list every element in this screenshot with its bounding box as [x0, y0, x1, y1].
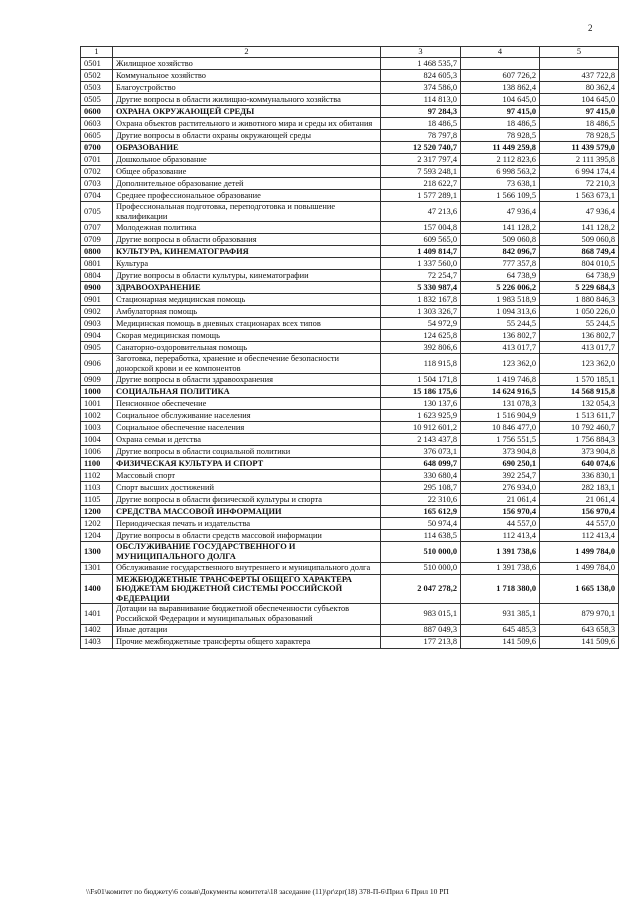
table-row [81, 354, 619, 374]
row-value-col5: 47 936,4 [540, 202, 619, 222]
row-name: Молодежная политика [113, 222, 381, 234]
section-row [81, 386, 619, 398]
row-value-col5: 373 904,8 [540, 446, 619, 458]
row-value-col4: 44 557,0 [461, 518, 540, 530]
table-row [81, 562, 619, 574]
row-code: 1100 [81, 458, 113, 470]
row-value-col4: 373 904,8 [461, 446, 540, 458]
table-row [81, 398, 619, 410]
row-value-col5: 1 880 846,3 [540, 294, 619, 306]
row-value-col4: 138 862,4 [461, 82, 540, 94]
row-code: 1400 [81, 574, 113, 604]
row-code: 0705 [81, 202, 113, 222]
row-value-col3: 2 143 437,8 [381, 434, 461, 446]
row-value-col3: 10 912 601,2 [381, 422, 461, 434]
row-value-col3: 1 468 535,7 [381, 58, 461, 70]
row-code: 1003 [81, 422, 113, 434]
table-row [81, 518, 619, 530]
row-value-col5: 640 074,6 [540, 458, 619, 470]
row-name: СОЦИАЛЬНАЯ ПОЛИТИКА [113, 386, 381, 398]
row-code: 0703 [81, 178, 113, 190]
table-row [81, 94, 619, 106]
row-value-col4: 141 128,2 [461, 222, 540, 234]
row-value-col5: 10 792 460,7 [540, 422, 619, 434]
row-code: 1301 [81, 562, 113, 574]
column-header: 3 [381, 47, 461, 58]
table-row [81, 190, 619, 202]
row-value-col4: 392 254,7 [461, 470, 540, 482]
row-value-col4: 413 017,7 [461, 342, 540, 354]
row-value-col5 [540, 58, 619, 70]
row-name: Благоустройство [113, 82, 381, 94]
row-value-col3: 295 108,7 [381, 482, 461, 494]
row-value-col5: 72 210,3 [540, 178, 619, 190]
row-value-col5: 804 010,5 [540, 258, 619, 270]
row-code: 1004 [81, 434, 113, 446]
row-name: ЗДРАВООХРАНЕНИЕ [113, 282, 381, 294]
row-name: Иные дотации [113, 624, 381, 636]
row-value-col5: 509 060,8 [540, 234, 619, 246]
table-row [81, 234, 619, 246]
row-name: Скорая медицинская помощь [113, 330, 381, 342]
row-value-col4: 55 244,5 [461, 318, 540, 330]
row-code: 1401 [81, 604, 113, 624]
row-value-col4: 1 983 518,9 [461, 294, 540, 306]
row-code: 0804 [81, 270, 113, 282]
row-code: 0900 [81, 282, 113, 294]
row-code: 1105 [81, 494, 113, 506]
row-name: Пенсионное обеспечение [113, 398, 381, 410]
row-value-col3: 47 213,6 [381, 202, 461, 222]
row-value-col3: 1 303 326,7 [381, 306, 461, 318]
row-code: 1001 [81, 398, 113, 410]
row-value-col5: 80 362,4 [540, 82, 619, 94]
table-row [81, 130, 619, 142]
row-value-col5: 104 645,0 [540, 94, 619, 106]
row-value-col5: 156 970,4 [540, 506, 619, 518]
row-code: 0704 [81, 190, 113, 202]
row-value-col4: 645 485,3 [461, 624, 540, 636]
row-value-col4: 10 846 477,0 [461, 422, 540, 434]
row-value-col3: 1 832 167,8 [381, 294, 461, 306]
row-value-col3: 374 586,0 [381, 82, 461, 94]
row-value-col3: 114 638,5 [381, 530, 461, 542]
section-row [81, 458, 619, 470]
row-name: Среднее профессиональное образование [113, 190, 381, 202]
row-value-col4: 842 096,7 [461, 246, 540, 258]
row-value-col4: 136 802,7 [461, 330, 540, 342]
column-header: 4 [461, 47, 540, 58]
table-row [81, 446, 619, 458]
row-code: 0702 [81, 166, 113, 178]
row-code: 0600 [81, 106, 113, 118]
section-row [81, 542, 619, 562]
table-row [81, 434, 619, 446]
row-code: 1202 [81, 518, 113, 530]
row-value-col4: 1 756 551,5 [461, 434, 540, 446]
row-value-col3: 1 577 289,1 [381, 190, 461, 202]
row-value-col4: 18 486,5 [461, 118, 540, 130]
table-row [81, 318, 619, 330]
row-value-col3: 824 605,3 [381, 70, 461, 82]
row-code: 1204 [81, 530, 113, 542]
row-name: ОХРАНА ОКРУЖАЮЩЕЙ СРЕДЫ [113, 106, 381, 118]
row-value-col3: 510 000,0 [381, 542, 461, 562]
row-name: Дополнительное образование детей [113, 178, 381, 190]
row-value-col3: 2 317 797,4 [381, 154, 461, 166]
table-row [81, 410, 619, 422]
row-value-col5: 868 749,4 [540, 246, 619, 258]
table-row [81, 82, 619, 94]
row-value-col4: 73 638,1 [461, 178, 540, 190]
row-value-col4: 11 449 259,8 [461, 142, 540, 154]
column-header: 1 [81, 47, 113, 58]
table-row [81, 166, 619, 178]
table-row [81, 494, 619, 506]
table-row [81, 636, 619, 648]
table-row [81, 374, 619, 386]
row-code: 0905 [81, 342, 113, 354]
row-name: Жилищное хозяйство [113, 58, 381, 70]
row-value-col3: 376 073,1 [381, 446, 461, 458]
row-value-col4: 131 078,3 [461, 398, 540, 410]
page-number: 2 [588, 23, 593, 33]
row-value-col4: 21 061,4 [461, 494, 540, 506]
row-code: 0502 [81, 70, 113, 82]
row-value-col3: 609 565,0 [381, 234, 461, 246]
row-name: Обслуживание государственного внутреннего и муниципального долга [113, 562, 381, 574]
row-value-col4: 123 362,0 [461, 354, 540, 374]
row-name: Профессиональная подготовка, переподготовка и повышение квалификации [113, 202, 381, 222]
row-value-col3: 510 000,0 [381, 562, 461, 574]
row-name: Медицинская помощь в дневных стационарах всех типов [113, 318, 381, 330]
row-name: Прочие межбюджетные трансферты общего характера [113, 636, 381, 648]
row-value-col4: 276 934,0 [461, 482, 540, 494]
row-name: Дотации на выравнивание бюджетной обеспеченности субъектов Российской Федерации и муниципальных образований [113, 604, 381, 624]
file-path-footer: \\Fs01\комитет по бюджету\6 созыв\Документы комитета\18 заседание (11)\pr\zpr(18) 378-П-6\Прил 6 Прил 10 РП [86, 887, 449, 896]
row-name: ФИЗИЧЕСКАЯ КУЛЬТУРА И СПОРТ [113, 458, 381, 470]
row-value-col3: 114 813,0 [381, 94, 461, 106]
row-name: Дошкольное образование [113, 154, 381, 166]
row-code: 0501 [81, 58, 113, 70]
row-code: 0904 [81, 330, 113, 342]
row-code: 1002 [81, 410, 113, 422]
row-name: Амбулаторная помощь [113, 306, 381, 318]
row-value-col4: 47 936,4 [461, 202, 540, 222]
row-code: 1000 [81, 386, 113, 398]
row-code: 0902 [81, 306, 113, 318]
row-value-col5: 1 499 784,0 [540, 562, 619, 574]
row-code: 0505 [81, 94, 113, 106]
row-value-col3: 22 310,6 [381, 494, 461, 506]
row-value-col5: 1 570 185,1 [540, 374, 619, 386]
table-row [81, 306, 619, 318]
row-code: 0903 [81, 318, 113, 330]
row-name: СРЕДСТВА МАССОВОЙ ИНФОРМАЦИИ [113, 506, 381, 518]
row-value-col5: 78 928,5 [540, 130, 619, 142]
row-value-col5: 123 362,0 [540, 354, 619, 374]
row-code: 0909 [81, 374, 113, 386]
row-name: Другие вопросы в области здравоохранения [113, 374, 381, 386]
row-value-col5: 55 244,5 [540, 318, 619, 330]
row-value-col5: 1 665 138,0 [540, 574, 619, 604]
section-row [81, 142, 619, 154]
row-value-col3: 157 004,8 [381, 222, 461, 234]
row-code: 0603 [81, 118, 113, 130]
row-code: 0901 [81, 294, 113, 306]
row-value-col3: 648 099,7 [381, 458, 461, 470]
row-value-col4: 64 738,9 [461, 270, 540, 282]
table-row [81, 222, 619, 234]
row-value-col4: 5 226 006,2 [461, 282, 540, 294]
row-value-col4 [461, 58, 540, 70]
table-row [81, 342, 619, 354]
table-row [81, 118, 619, 130]
row-value-col4: 1 566 109,5 [461, 190, 540, 202]
row-value-col3: 54 972,9 [381, 318, 461, 330]
row-value-col5: 643 658,3 [540, 624, 619, 636]
row-value-col5: 6 994 174,4 [540, 166, 619, 178]
row-value-col4: 1 718 380,0 [461, 574, 540, 604]
table-row [81, 294, 619, 306]
row-code: 0801 [81, 258, 113, 270]
row-value-col5: 1 499 784,0 [540, 542, 619, 562]
row-name: Массовый спорт [113, 470, 381, 482]
row-value-col3: 97 284,3 [381, 106, 461, 118]
row-name: Коммунальное хозяйство [113, 70, 381, 82]
section-row [81, 282, 619, 294]
row-value-col3: 1 337 560,0 [381, 258, 461, 270]
row-value-col4: 607 726,2 [461, 70, 540, 82]
row-value-col5: 1 563 673,1 [540, 190, 619, 202]
table-row [81, 470, 619, 482]
row-value-col3: 983 015,1 [381, 604, 461, 624]
row-value-col5: 21 061,4 [540, 494, 619, 506]
row-name: Санаторно-оздоровительная помощь [113, 342, 381, 354]
row-value-col5: 2 111 395,8 [540, 154, 619, 166]
table-row [81, 624, 619, 636]
row-value-col5: 132 054,3 [540, 398, 619, 410]
section-row [81, 246, 619, 258]
row-value-col4: 1 419 746,8 [461, 374, 540, 386]
row-code: 1006 [81, 446, 113, 458]
row-value-col4: 1 391 738,6 [461, 542, 540, 562]
row-name: Другие вопросы в области жилищно-коммунального хозяйства [113, 94, 381, 106]
row-value-col4: 690 250,1 [461, 458, 540, 470]
row-value-col5: 141 509,6 [540, 636, 619, 648]
row-name: Другие вопросы в области культуры, кинематографии [113, 270, 381, 282]
row-name: Другие вопросы в области образования [113, 234, 381, 246]
row-value-col5: 879 970,1 [540, 604, 619, 624]
row-code: 0701 [81, 154, 113, 166]
row-name: Периодическая печать и издательства [113, 518, 381, 530]
row-name: Социальное обеспечение населения [113, 422, 381, 434]
row-value-col3: 50 974,4 [381, 518, 461, 530]
column-header: 2 [113, 47, 381, 58]
row-value-col5: 5 229 684,3 [540, 282, 619, 294]
section-row [81, 506, 619, 518]
row-value-col5: 97 415,0 [540, 106, 619, 118]
row-value-col3: 72 254,7 [381, 270, 461, 282]
row-value-col5: 1 050 226,0 [540, 306, 619, 318]
table-row [81, 258, 619, 270]
table-row [81, 70, 619, 82]
row-value-col3: 1 409 814,7 [381, 246, 461, 258]
row-value-col3: 2 047 278,2 [381, 574, 461, 604]
row-value-col5: 44 557,0 [540, 518, 619, 530]
row-code: 1403 [81, 636, 113, 648]
row-name: Заготовка, переработка, хранение и обеспечение безопасности донорской крови и ее компонентов [113, 354, 381, 374]
row-value-col5: 1 756 884,3 [540, 434, 619, 446]
row-value-col4: 112 413,4 [461, 530, 540, 542]
row-name: Другие вопросы в области социальной политики [113, 446, 381, 458]
row-name: Стационарная медицинская помощь [113, 294, 381, 306]
row-name: Другие вопросы в области охраны окружающей среды [113, 130, 381, 142]
row-value-col4: 1 391 738,6 [461, 562, 540, 574]
row-value-col4: 6 998 563,2 [461, 166, 540, 178]
row-value-col5: 1 513 611,7 [540, 410, 619, 422]
row-code: 0503 [81, 82, 113, 94]
row-value-col3: 887 049,3 [381, 624, 461, 636]
row-value-col5: 141 128,2 [540, 222, 619, 234]
row-name: Социальное обслуживание населения [113, 410, 381, 422]
row-name: Культура [113, 258, 381, 270]
row-value-col3: 18 486,5 [381, 118, 461, 130]
row-value-col3: 15 186 175,6 [381, 386, 461, 398]
table-row [81, 530, 619, 542]
row-value-col3: 1 504 171,8 [381, 374, 461, 386]
table-row [81, 604, 619, 624]
row-value-col5: 112 413,4 [540, 530, 619, 542]
table-header-row [81, 47, 619, 58]
row-value-col5: 136 802,7 [540, 330, 619, 342]
row-value-col5: 11 439 579,0 [540, 142, 619, 154]
row-value-col5: 282 183,1 [540, 482, 619, 494]
row-name: ОБРАЗОВАНИЕ [113, 142, 381, 154]
row-code: 0906 [81, 354, 113, 374]
row-value-col5: 18 486,5 [540, 118, 619, 130]
row-code: 0709 [81, 234, 113, 246]
row-value-col4: 104 645,0 [461, 94, 540, 106]
row-value-col3: 5 330 987,4 [381, 282, 461, 294]
table-row [81, 482, 619, 494]
row-name: ОБСЛУЖИВАНИЕ ГОСУДАРСТВЕННОГО И МУНИЦИПАЛЬНОГО ДОЛГА [113, 542, 381, 562]
row-name: Охрана семьи и детства [113, 434, 381, 446]
row-value-col4: 97 415,0 [461, 106, 540, 118]
row-value-col4: 931 385,1 [461, 604, 540, 624]
row-value-col4: 1 094 313,6 [461, 306, 540, 318]
row-value-col4: 509 060,8 [461, 234, 540, 246]
row-value-col5: 413 017,7 [540, 342, 619, 354]
row-value-col4: 156 970,4 [461, 506, 540, 518]
row-code: 1102 [81, 470, 113, 482]
table-row [81, 422, 619, 434]
row-code: 0800 [81, 246, 113, 258]
row-value-col4: 14 624 916,5 [461, 386, 540, 398]
budget-table [80, 46, 619, 649]
table-row [81, 270, 619, 282]
row-code: 0605 [81, 130, 113, 142]
row-value-col3: 12 520 740,7 [381, 142, 461, 154]
table-row [81, 202, 619, 222]
row-value-col3: 130 137,6 [381, 398, 461, 410]
row-name: Общее образование [113, 166, 381, 178]
row-value-col3: 218 622,7 [381, 178, 461, 190]
row-code: 0700 [81, 142, 113, 154]
row-value-col4: 777 357,8 [461, 258, 540, 270]
row-value-col5: 14 568 915,8 [540, 386, 619, 398]
row-name: МЕЖБЮДЖЕТНЫЕ ТРАНСФЕРТЫ ОБЩЕГО ХАРАКТЕРА БЮДЖЕТАМ БЮДЖЕТНОЙ СИСТЕМЫ РОССИЙСКОЙ ФЕДЕРАЦИИ [113, 574, 381, 604]
section-row [81, 574, 619, 604]
row-value-col4: 1 516 904,9 [461, 410, 540, 422]
row-value-col5: 336 830,1 [540, 470, 619, 482]
table-row [81, 154, 619, 166]
row-value-col5: 437 722,8 [540, 70, 619, 82]
row-value-col3: 118 915,8 [381, 354, 461, 374]
table-row [81, 58, 619, 70]
section-row [81, 106, 619, 118]
table-row [81, 178, 619, 190]
row-value-col3: 165 612,9 [381, 506, 461, 518]
row-code: 1103 [81, 482, 113, 494]
row-name: Другие вопросы в области физической культуры и спорта [113, 494, 381, 506]
row-code: 1300 [81, 542, 113, 562]
row-value-col3: 392 806,6 [381, 342, 461, 354]
row-name: Другие вопросы в области средств массовой информации [113, 530, 381, 542]
row-code: 1200 [81, 506, 113, 518]
row-value-col4: 2 112 823,6 [461, 154, 540, 166]
row-value-col4: 141 509,6 [461, 636, 540, 648]
row-value-col3: 78 797,8 [381, 130, 461, 142]
row-name: КУЛЬТУРА, КИНЕМАТОГРАФИЯ [113, 246, 381, 258]
row-code: 0707 [81, 222, 113, 234]
row-value-col3: 330 680,4 [381, 470, 461, 482]
row-name: Спорт высших достижений [113, 482, 381, 494]
row-value-col3: 177 213,8 [381, 636, 461, 648]
row-value-col5: 64 738,9 [540, 270, 619, 282]
row-value-col3: 124 625,8 [381, 330, 461, 342]
row-value-col3: 7 593 248,1 [381, 166, 461, 178]
row-code: 1402 [81, 624, 113, 636]
column-header: 5 [540, 47, 619, 58]
table-row [81, 330, 619, 342]
row-value-col3: 1 623 925,9 [381, 410, 461, 422]
row-name: Охрана объектов растительного и животного мира и среды их обитания [113, 118, 381, 130]
row-value-col4: 78 928,5 [461, 130, 540, 142]
